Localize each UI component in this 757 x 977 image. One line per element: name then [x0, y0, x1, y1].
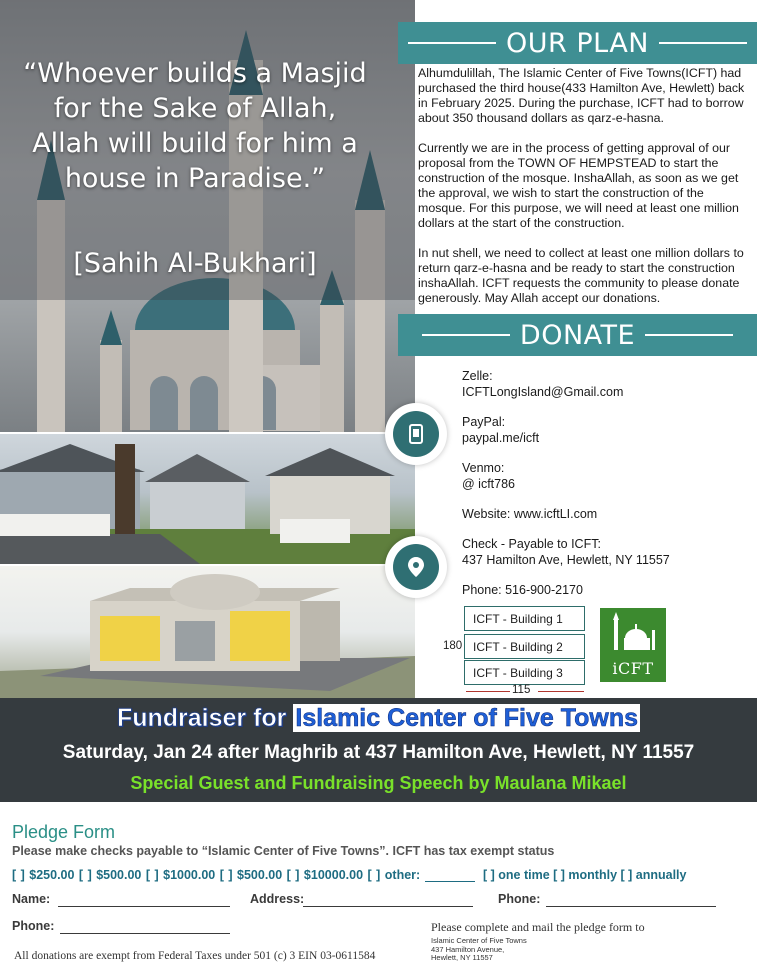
our-plan-heading: OUR PLAN — [506, 27, 649, 59]
check-address: 437 Hamilton Ave, Hewlett, NY 11557 — [462, 553, 670, 567]
check-label: Check - Payable to ICFT: — [462, 537, 601, 551]
other-amount-blank[interactable] — [425, 870, 475, 882]
zelle-email[interactable]: ICFTLongIsland@Gmail.com — [462, 385, 624, 399]
render-illustration — [0, 566, 415, 698]
plan-paragraph-1: Alhumdulillah, The Islamic Center of Five Towns(ICFT) had purchased the third house(433 Hamilton Ave, Hewlett) back in February 2025. During the purchase, ICFT had to borrow about 350 thousand dollars as qarz-e-hasna. — [418, 66, 745, 125]
phone-item[interactable]: Phone: 516-900-2170 — [462, 583, 583, 597]
paypal-label: PayPal: — [462, 415, 506, 429]
name-label: Name: — [12, 892, 51, 906]
mail-instructions: Please complete and mail the pledge form to — [431, 920, 645, 934]
event-special-guest: Special Guest and Fundraising Speech by Maulana Mikael — [130, 773, 627, 793]
lot-width-label: 115 — [512, 684, 531, 696]
building-2-box: ICFT - Building 2 — [464, 634, 585, 659]
address-label: Address: — [250, 892, 305, 906]
donate-details — [462, 368, 752, 612]
pledge-frequency-options[interactable]: [ ] one time [ ] monthly [ ] annually — [483, 868, 687, 882]
ribbon-line-right — [659, 42, 747, 44]
mosque-photo — [0, 0, 415, 432]
phone-field[interactable] — [546, 906, 716, 907]
plan-paragraph-2: Currently we are in the process of getting approval of our proposal from the TOWN OF HEMPSTEAD to start the construction of the mosque. InshaAllah, as soon as we get the approval, we wish to start the construction of the mosque. For this purpose, we will need at least one million dollars at the start of the construction. — [418, 141, 739, 230]
proposed-mosque-render — [0, 566, 415, 698]
pledge-checks-note: Please make checks payable to “Islamic Center of Five Towns”. ICFT has tax exempt status — [12, 844, 555, 858]
location-pin-icon — [404, 555, 428, 579]
ribbon-line-right — [645, 334, 733, 336]
dimension-line-right — [538, 691, 584, 692]
house-illustration — [0, 434, 415, 564]
zelle-label: Zelle: — [462, 369, 493, 383]
check-item — [462, 536, 752, 568]
event-banner — [0, 698, 757, 802]
left-image-column — [0, 0, 415, 698]
website-item[interactable]: Website: www.icftLI.com — [462, 507, 598, 521]
phone-icon — [404, 422, 428, 446]
second-phone-label: Phone: — [12, 919, 55, 933]
our-plan-ribbon — [398, 22, 757, 64]
event-title-prefix: Fundraiser for — [116, 704, 287, 732]
second-phone-field[interactable] — [60, 933, 230, 934]
building-3-box: ICFT - Building 3 — [464, 660, 585, 685]
pledge-form — [0, 802, 757, 977]
mailing-address-line-1: Islamic Center of Five Towns — [431, 936, 527, 945]
phone-badge — [385, 403, 447, 465]
building-1-box: ICFT - Building 1 — [464, 606, 585, 631]
name-field[interactable] — [58, 906, 230, 907]
venmo-item — [462, 460, 752, 492]
pledge-amount-options[interactable] — [12, 868, 475, 882]
plan-paragraph-3: In nut shell, we need to collect at least one million dollars to return qarz-e-hasna and be ready to start the construction inshaAllah. ICFT requests the community to please donate generously. May Allah accept our donations. — [418, 246, 744, 305]
pledge-form-title: Pledge Form — [12, 822, 116, 842]
plan-text — [418, 66, 754, 321]
ribbon-line-left — [408, 42, 496, 44]
event-title — [0, 704, 757, 733]
event-date-location: Saturday, Jan 24 after Maghrib at 437 Hamilton Ave, Hewlett, NY 11557 — [62, 742, 695, 763]
pledge-amount-text[interactable]: [ ] $250.00 [ ] $500.00 [ ] $1000.00 [ ] $500.00 [ ] $10000.00 [ ] other: — [12, 868, 421, 882]
donate-ribbon — [398, 314, 757, 356]
mailing-address-line-3: Hewlett, NY 11557 — [431, 953, 493, 962]
location-badge — [385, 536, 447, 598]
tax-exempt-note: All donations are exempt from Federal Taxes under 501 (c) 3 EIN 03-0611584 — [14, 950, 376, 962]
venmo-handle[interactable]: @ icft786 — [462, 477, 515, 491]
phone-label: Phone: — [498, 892, 541, 906]
house-photo — [0, 434, 415, 564]
lot-depth-label: 180 — [443, 640, 463, 652]
zelle-item — [462, 368, 752, 400]
mailing-address — [431, 937, 527, 963]
dimension-line-left — [466, 691, 510, 692]
hadith-quote: “Whoever builds a Masjid for the Sake of Allah, Allah will build for him a house in Paradise.” — [23, 58, 367, 194]
logo-text: iCFT — [612, 659, 654, 678]
paypal-link[interactable]: paypal.me/icft — [462, 431, 540, 445]
event-title-organization: Islamic Center of Five Towns — [295, 704, 639, 732]
venmo-label: Venmo: — [462, 461, 505, 475]
paypal-item — [462, 414, 752, 446]
donate-heading: DONATE — [519, 319, 636, 351]
icft-logo — [600, 608, 666, 682]
mailing-address-line-2: 437 Hamilton Avenue, — [431, 944, 505, 954]
mosque-logo-icon — [600, 608, 666, 658]
address-field[interactable] — [303, 906, 473, 907]
ribbon-line-left — [422, 334, 510, 336]
hadith-source: [Sahih Al-Bukhari] — [73, 248, 317, 279]
